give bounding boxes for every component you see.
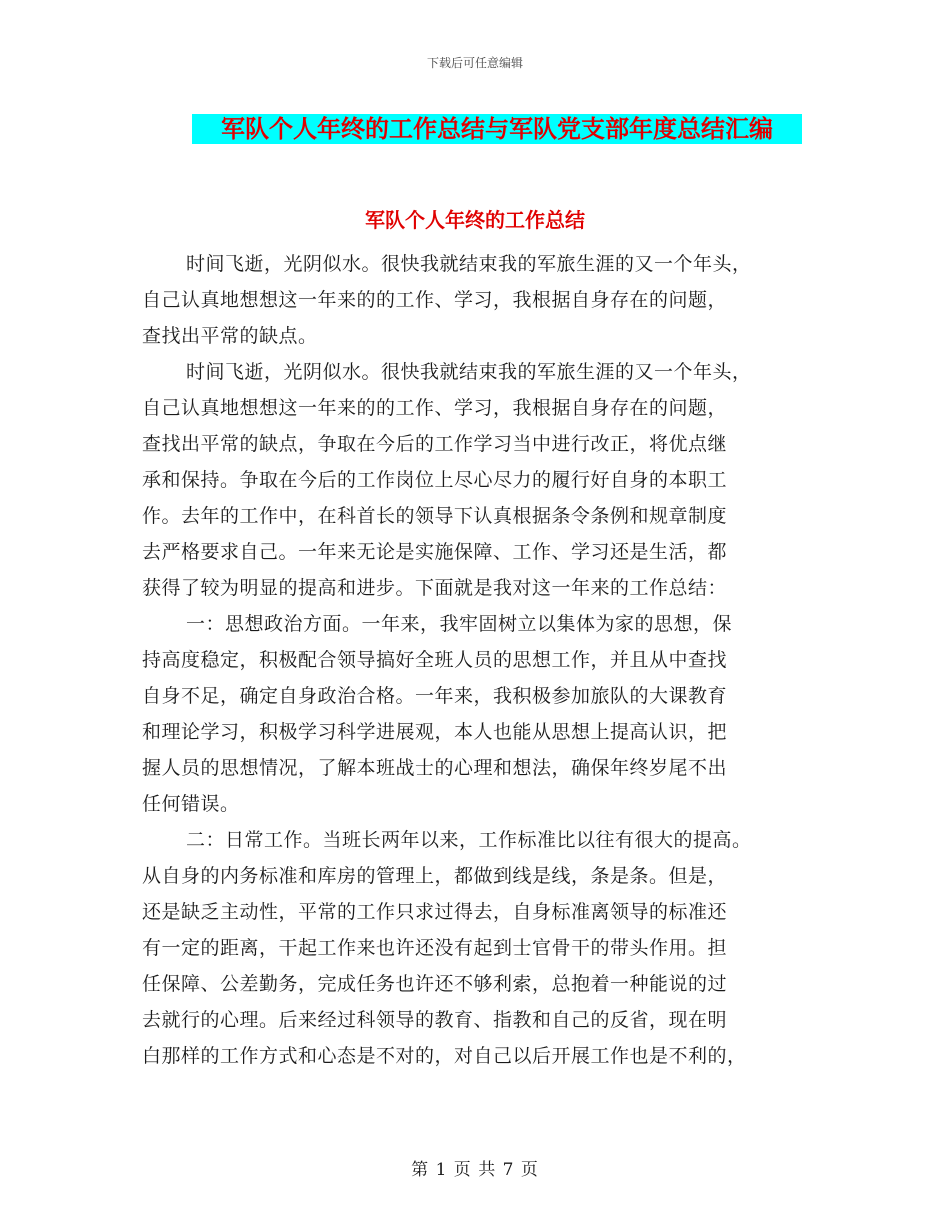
paragraph-line: 查找出平常的缺点，争取在今后的工作学习当中进行改正，将优点继 xyxy=(142,433,728,455)
document-title: 军队个人年终的工作总结与军队党支部年度总结汇编 xyxy=(192,114,802,144)
paragraph-line: 自身不足，确定自身政治合格。一年来，我积极参加旅队的大课教育 xyxy=(142,685,728,707)
paragraph-line: 获得了较为明显的提高和进步。下面就是我对这一年来的工作总结： xyxy=(142,577,728,599)
paragraph-line: 作。去年的工作中，在科首长的领导下认真根据条令条例和规章制度 xyxy=(142,505,728,527)
paragraph-line: 有一定的距离，干起工作来也许还没有起到士官骨干的带头作用。担 xyxy=(142,937,728,959)
paragraph-line: 时间飞逝，光阴似水。很快我就结束我的军旅生涯的又一个年头， xyxy=(186,253,752,275)
paragraph-line: 还是缺乏主动性，平常的工作只求过得去，自身标准离领导的标准还 xyxy=(142,901,728,923)
paragraph-line: 二：日常工作。当班长两年以来，工作标准比以往有很大的提高。 xyxy=(186,829,752,851)
header-note: 下载后可任意编辑 xyxy=(426,56,523,70)
paragraph xyxy=(142,246,810,354)
paragraph-line: 查找出平常的缺点。 xyxy=(142,325,318,347)
paragraph-line: 去严格要求自己。一年来无论是实施保障、工作、学习还是生活，都 xyxy=(142,541,728,563)
paragraph-line: 任保障、公差勤务，完成任务也许还不够利索，总抱着一种能说的过 xyxy=(142,973,728,995)
paragraph-line: 去就行的心理。后来经过科领导的教育、指教和自己的反省，现在明 xyxy=(142,1009,728,1031)
paragraph-line: 任何错误。 xyxy=(142,793,240,815)
section-title: 军队个人年终的工作总结 xyxy=(365,208,585,232)
page-number: 第 1 页 共 7 页 xyxy=(411,1160,539,1180)
paragraph-line: 从自身的内务标准和库房的管理上，都做到线是线，条是条。但是， xyxy=(142,865,728,887)
paragraph-line: 自己认真地想想这一年来的的工作、学习，我根据自身存在的问题， xyxy=(142,289,728,311)
paragraph xyxy=(142,822,810,1074)
paragraph-line: 时间飞逝，光阴似水。很快我就结束我的军旅生涯的又一个年头， xyxy=(186,361,752,383)
paragraph-line: 自己认真地想想这一年来的的工作、学习，我根据自身存在的问题， xyxy=(142,397,728,419)
paragraph-line: 一：思想政治方面。一年来，我牢固树立以集体为家的思想，保 xyxy=(186,613,733,635)
paragraph xyxy=(142,606,810,822)
paragraph-line: 白那样的工作方式和心态是不对的，对自己以后开展工作也是不利的， xyxy=(142,1045,747,1067)
paragraph-line: 握人员的思想情况，了解本班战士的心理和想法，确保年终岁尾不出 xyxy=(142,757,728,779)
paragraph xyxy=(142,354,810,606)
paragraph-line: 承和保持。争取在今后的工作岗位上尽心尽力的履行好自身的本职工 xyxy=(142,469,728,491)
paragraph-line: 持高度稳定，积极配合领导搞好全班人员的思想工作，并且从中查找 xyxy=(142,649,728,671)
document-body xyxy=(142,246,810,1074)
paragraph-line: 和理论学习，积极学习科学进展观，本人也能从思想上提高认识，把 xyxy=(142,721,728,743)
